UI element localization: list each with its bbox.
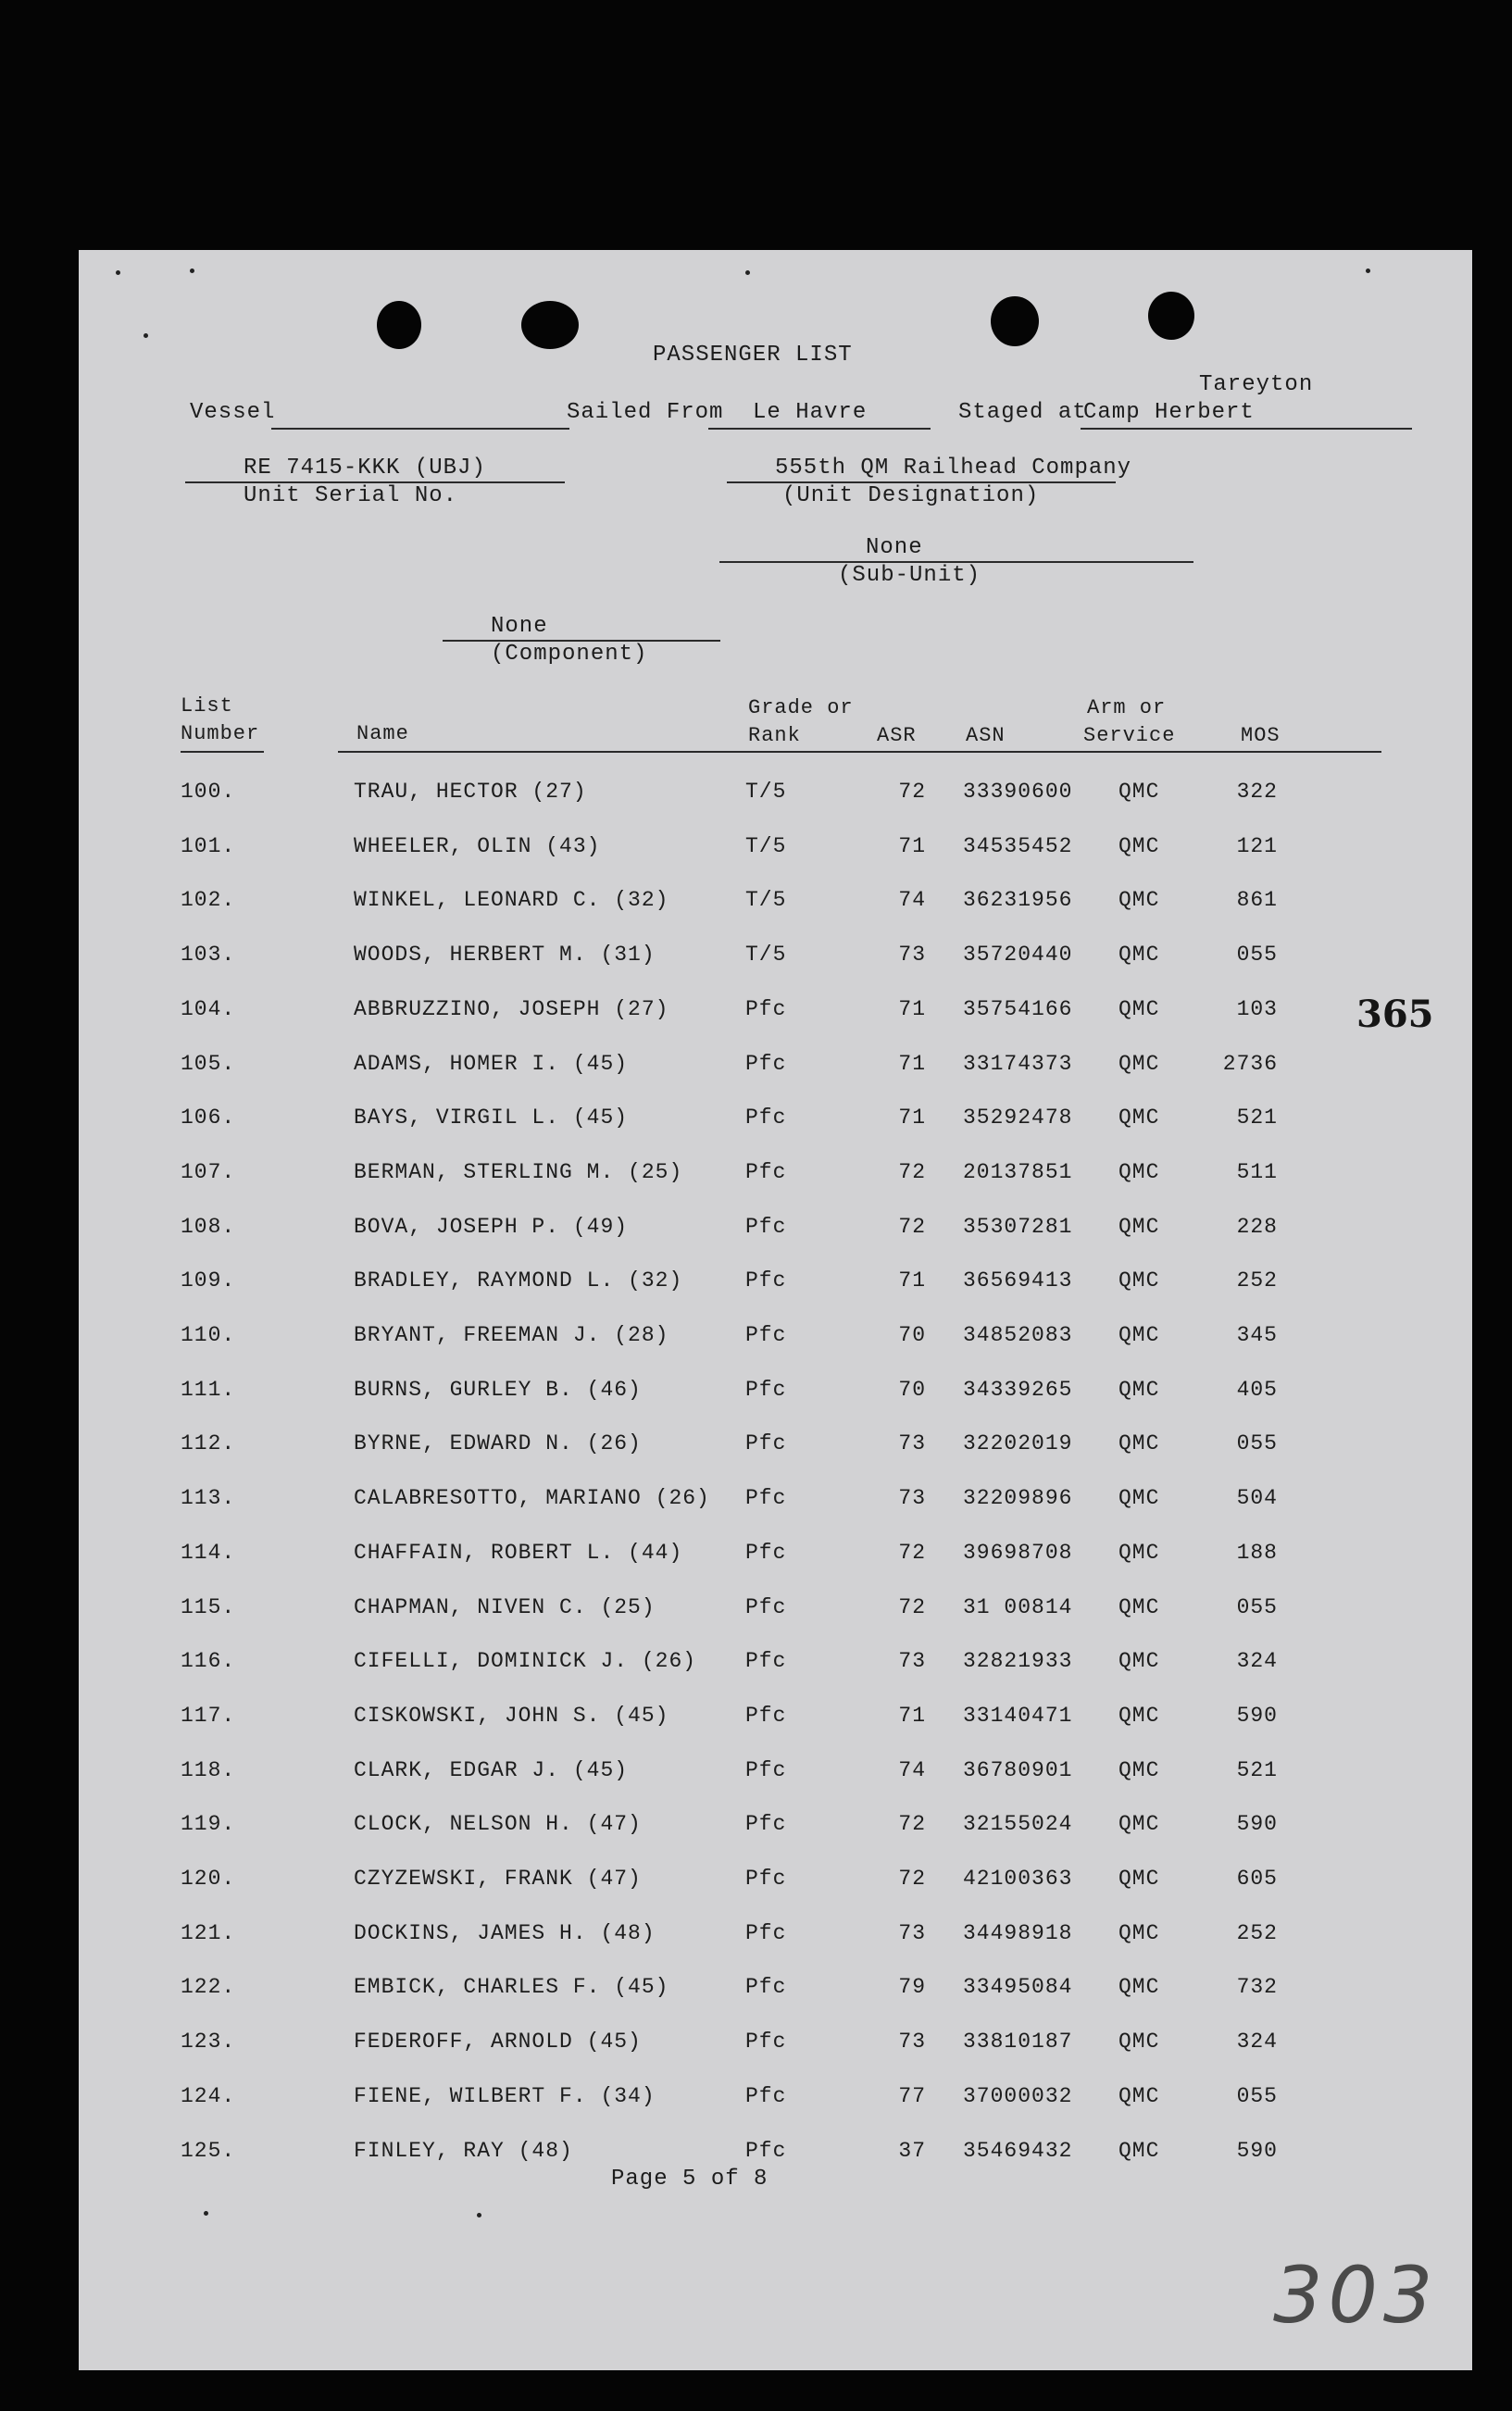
- col-asn: ASN: [966, 724, 1006, 747]
- table-row: [79, 1867, 1472, 1920]
- table-row: [79, 2030, 1472, 2083]
- cell-arm: QMC: [1118, 2138, 1160, 2163]
- cell-mos: 590: [1236, 1812, 1278, 1837]
- cell-arm: QMC: [1118, 888, 1160, 913]
- cell-name: WINKEL, LEONARD C. (32): [354, 888, 669, 913]
- cell-arm: QMC: [1118, 833, 1160, 858]
- cell-asn: 33390600: [963, 780, 1073, 804]
- table-row: [79, 2084, 1472, 2138]
- dust-speck: [190, 269, 194, 273]
- table-row: [79, 1758, 1472, 1812]
- cell-asn: 32821933: [963, 1649, 1073, 1674]
- cell-arm: QMC: [1118, 1106, 1160, 1131]
- cell-mos: 405: [1236, 1377, 1278, 1402]
- cell-num: 104.: [181, 996, 236, 1021]
- cell-asr: 71: [898, 1268, 926, 1293]
- cell-asn: 34535452: [963, 833, 1073, 858]
- cell-num: 119.: [181, 1812, 236, 1837]
- cell-asn: 36231956: [963, 888, 1073, 913]
- col-asr: ASR: [877, 724, 917, 747]
- cell-asn: 35720440: [963, 943, 1073, 968]
- cell-asr: 72: [898, 1159, 926, 1184]
- cell-asn: 32202019: [963, 1431, 1073, 1456]
- cell-asn: 35292478: [963, 1106, 1073, 1131]
- table-row: [79, 1595, 1472, 1649]
- cell-rank: Pfc: [745, 1051, 787, 1076]
- cell-rank: Pfc: [745, 1703, 787, 1728]
- cell-rank: Pfc: [745, 996, 787, 1021]
- cell-rank: Pfc: [745, 2030, 787, 2055]
- cell-rank: T/5: [745, 780, 787, 804]
- cell-rank: Pfc: [745, 1594, 787, 1619]
- cell-rank: Pfc: [745, 1757, 787, 1782]
- stamp-number: 365: [1356, 993, 1434, 1036]
- cell-num: 111.: [181, 1377, 236, 1402]
- cell-asn: 33140471: [963, 1703, 1073, 1728]
- cell-asr: 71: [898, 1051, 926, 1076]
- cell-mos: 521: [1236, 1757, 1278, 1782]
- unit-designation-label: (Unit Designation): [782, 483, 1040, 508]
- cell-name: CHAPMAN, NIVEN C. (25): [354, 1594, 656, 1619]
- cell-asr: 73: [898, 1431, 926, 1456]
- cell-name: BAYS, VIRGIL L. (45): [354, 1106, 629, 1131]
- cell-mos: 228: [1236, 1214, 1278, 1239]
- cell-mos: 324: [1236, 1649, 1278, 1674]
- cell-asn: 20137851: [963, 1159, 1073, 1184]
- table-row: [79, 1649, 1472, 1703]
- cell-name: FINLEY, RAY (48): [354, 2138, 573, 2163]
- col-mos: MOS: [1241, 724, 1281, 747]
- cell-mos: 605: [1236, 1867, 1278, 1891]
- staged-at-extra: Tareyton: [1199, 372, 1314, 397]
- cell-rank: Pfc: [745, 1812, 787, 1837]
- col-grade: Grade or Rank: [748, 696, 854, 747]
- cell-name: BERMAN, STERLING M. (25): [354, 1159, 683, 1184]
- cell-mos: 103: [1236, 996, 1278, 1021]
- cell-arm: QMC: [1118, 1975, 1160, 2000]
- cell-rank: T/5: [745, 943, 787, 968]
- cell-rank: Pfc: [745, 1323, 787, 1347]
- cell-asr: 73: [898, 1649, 926, 1674]
- cell-mos: 345: [1236, 1323, 1278, 1347]
- dust-speck: [116, 270, 120, 275]
- cell-num: 125.: [181, 2138, 236, 2163]
- col-underline: [338, 751, 1381, 753]
- table-row: [79, 780, 1472, 833]
- cell-mos: 521: [1236, 1106, 1278, 1131]
- cell-asn: 37000032: [963, 2083, 1073, 2108]
- cell-mos: 861: [1236, 888, 1278, 913]
- cell-asr: 73: [898, 1486, 926, 1511]
- table-row: [79, 1486, 1472, 1540]
- cell-asr: 72: [898, 1867, 926, 1891]
- cell-rank: Pfc: [745, 1975, 787, 2000]
- cell-mos: 322: [1236, 780, 1278, 804]
- handwritten-number: 303: [1273, 2250, 1439, 2341]
- cell-num: 106.: [181, 1106, 236, 1131]
- cell-asn: 33174373: [963, 1051, 1073, 1076]
- cell-mos: 055: [1236, 1594, 1278, 1619]
- cell-mos: 252: [1236, 1268, 1278, 1293]
- cell-name: CLARK, EDGAR J. (45): [354, 1757, 629, 1782]
- cell-asn: 42100363: [963, 1867, 1073, 1891]
- cell-arm: QMC: [1118, 943, 1160, 968]
- cell-asn: 32155024: [963, 1812, 1073, 1837]
- cell-mos: 324: [1236, 2030, 1278, 2055]
- page-title: PASSENGER LIST: [653, 343, 853, 368]
- page-indicator: Page 5 of 8: [611, 2167, 768, 2192]
- cell-arm: QMC: [1118, 1486, 1160, 1511]
- cell-arm: QMC: [1118, 1268, 1160, 1293]
- cell-asn: 36569413: [963, 1268, 1073, 1293]
- cell-num: 109.: [181, 1268, 236, 1293]
- table-row: [79, 997, 1472, 1051]
- cell-asr: 70: [898, 1323, 926, 1347]
- table-row: [79, 1052, 1472, 1106]
- dust-speck: [1366, 269, 1370, 273]
- cell-num: 105.: [181, 1051, 236, 1076]
- cell-asr: 73: [898, 943, 926, 968]
- cell-asr: 79: [898, 1975, 926, 2000]
- table-row: [79, 1106, 1472, 1159]
- cell-asr: 72: [898, 1540, 926, 1565]
- cell-mos: 590: [1236, 2138, 1278, 2163]
- cell-num: 100.: [181, 780, 236, 804]
- cell-num: 123.: [181, 2030, 236, 2055]
- dust-speck: [204, 2211, 208, 2216]
- dust-speck: [477, 2213, 481, 2217]
- unit-designation-value: 555th QM Railhead Company: [775, 456, 1132, 481]
- cell-rank: Pfc: [745, 1106, 787, 1131]
- cell-asr: 72: [898, 1812, 926, 1837]
- cell-rank: Pfc: [745, 2138, 787, 2163]
- cell-num: 118.: [181, 1757, 236, 1782]
- cell-arm: QMC: [1118, 1757, 1160, 1782]
- cell-asn: 33810187: [963, 2030, 1073, 2055]
- cell-num: 115.: [181, 1594, 236, 1619]
- cell-name: FIENE, WILBERT F. (34): [354, 2083, 656, 2108]
- component-value: None: [491, 614, 548, 639]
- cell-mos: 121: [1236, 833, 1278, 858]
- table-row: [79, 2139, 1472, 2192]
- cell-arm: QMC: [1118, 996, 1160, 1021]
- staged-at-value: Camp Herbert: [1083, 400, 1255, 425]
- col-list-number: List Number: [181, 694, 260, 745]
- table-row: [79, 1323, 1472, 1377]
- cell-mos: 055: [1236, 943, 1278, 968]
- cell-name: WHEELER, OLIN (43): [354, 833, 601, 858]
- cell-rank: Pfc: [745, 1920, 787, 1945]
- table-row: [79, 1378, 1472, 1431]
- cell-asr: 71: [898, 1703, 926, 1728]
- cell-name: BYRNE, EDWARD N. (26): [354, 1431, 642, 1456]
- cell-rank: Pfc: [745, 1649, 787, 1674]
- table-row: [79, 1975, 1472, 2029]
- cell-asn: 34498918: [963, 1920, 1073, 1945]
- cell-num: 124.: [181, 2083, 236, 2108]
- punch-hole: [521, 301, 579, 349]
- table-row: [79, 1541, 1472, 1594]
- table-row: [79, 888, 1472, 942]
- cell-num: 120.: [181, 1867, 236, 1891]
- table-row: [79, 943, 1472, 996]
- cell-name: ADAMS, HOMER I. (45): [354, 1051, 629, 1076]
- table-row: [79, 1268, 1472, 1322]
- cell-asr: 72: [898, 1594, 926, 1619]
- table-row: [79, 1812, 1472, 1866]
- cell-asr: 77: [898, 2083, 926, 2108]
- sailed-from-underline: [708, 428, 931, 430]
- cell-asr: 72: [898, 780, 926, 804]
- cell-name: CHAFFAIN, ROBERT L. (44): [354, 1540, 683, 1565]
- cell-mos: 055: [1236, 2083, 1278, 2108]
- col-name: Name: [356, 722, 409, 745]
- cell-name: FEDEROFF, ARNOLD (45): [354, 2030, 642, 2055]
- sailed-from-label: Sailed From: [567, 400, 724, 425]
- cell-asn: 39698708: [963, 1540, 1073, 1565]
- cell-arm: QMC: [1118, 1214, 1160, 1239]
- cell-rank: T/5: [745, 833, 787, 858]
- cell-name: CZYZEWSKI, FRANK (47): [354, 1867, 642, 1891]
- cell-num: 108.: [181, 1214, 236, 1239]
- cell-asn: 33495084: [963, 1975, 1073, 2000]
- cell-num: 114.: [181, 1540, 236, 1565]
- cell-arm: QMC: [1118, 1540, 1160, 1565]
- cell-num: 117.: [181, 1703, 236, 1728]
- table-row: [79, 834, 1472, 888]
- punch-hole: [991, 296, 1039, 346]
- cell-rank: Pfc: [745, 1268, 787, 1293]
- cell-num: 121.: [181, 1920, 236, 1945]
- cell-asr: 74: [898, 888, 926, 913]
- table-row: [79, 1431, 1472, 1485]
- cell-arm: QMC: [1118, 1920, 1160, 1945]
- cell-rank: Pfc: [745, 1431, 787, 1456]
- cell-arm: QMC: [1118, 1812, 1160, 1837]
- cell-name: BRYANT, FREEMAN J. (28): [354, 1323, 669, 1347]
- component-label: (Component): [491, 642, 648, 667]
- cell-asr: 71: [898, 996, 926, 1021]
- cell-num: 116.: [181, 1649, 236, 1674]
- cell-name: DOCKINS, JAMES H. (48): [354, 1920, 656, 1945]
- cell-asn: 34339265: [963, 1377, 1073, 1402]
- punch-hole: [377, 301, 421, 349]
- cell-arm: QMC: [1118, 1051, 1160, 1076]
- cell-asr: 37: [898, 2138, 926, 2163]
- cell-asr: 73: [898, 1920, 926, 1945]
- cell-rank: Pfc: [745, 1159, 787, 1184]
- cell-mos: 2736: [1222, 1051, 1278, 1076]
- cell-asn: 35307281: [963, 1214, 1073, 1239]
- cell-arm: QMC: [1118, 1649, 1160, 1674]
- cell-num: 102.: [181, 888, 236, 913]
- cell-name: BRADLEY, RAYMOND L. (32): [354, 1268, 683, 1293]
- cell-arm: QMC: [1118, 1703, 1160, 1728]
- cell-name: ABBRUZZINO, JOSEPH (27): [354, 996, 669, 1021]
- cell-arm: QMC: [1118, 1159, 1160, 1184]
- cell-name: TRAU, HECTOR (27): [354, 780, 587, 804]
- unit-serial-label: Unit Serial No.: [244, 483, 458, 508]
- sailed-from-value: Le Havre: [753, 400, 868, 425]
- vessel-label: Vessel: [190, 400, 276, 425]
- cell-asr: 73: [898, 2030, 926, 2055]
- dust-speck: [745, 270, 750, 275]
- cell-name: BURNS, GURLEY B. (46): [354, 1377, 642, 1402]
- cell-asr: 71: [898, 1106, 926, 1131]
- cell-asr: 71: [898, 833, 926, 858]
- table-row: [79, 1704, 1472, 1757]
- cell-asn: 34852083: [963, 1323, 1073, 1347]
- cell-mos: 252: [1236, 1920, 1278, 1945]
- cell-name: CALABRESOTTO, MARIANO (26): [354, 1486, 710, 1511]
- cell-arm: QMC: [1118, 2083, 1160, 2108]
- cell-num: 112.: [181, 1431, 236, 1456]
- cell-asn: 35469432: [963, 2138, 1073, 2163]
- punch-hole: [1148, 292, 1194, 340]
- cell-num: 107.: [181, 1159, 236, 1184]
- cell-name: EMBICK, CHARLES F. (45): [354, 1975, 669, 2000]
- cell-asr: 72: [898, 1214, 926, 1239]
- cell-num: 110.: [181, 1323, 236, 1347]
- cell-asr: 70: [898, 1377, 926, 1402]
- cell-asn: 31 00814: [963, 1594, 1073, 1619]
- staged-at-label: Staged at: [958, 400, 1087, 425]
- cell-rank: Pfc: [745, 1214, 787, 1239]
- cell-rank: Pfc: [745, 1867, 787, 1891]
- cell-arm: QMC: [1118, 1323, 1160, 1347]
- cell-arm: QMC: [1118, 1594, 1160, 1619]
- table-row: [79, 1921, 1472, 1975]
- cell-mos: 504: [1236, 1486, 1278, 1511]
- cell-arm: QMC: [1118, 780, 1160, 804]
- sub-unit-value: None: [866, 535, 923, 560]
- cell-rank: Pfc: [745, 1486, 787, 1511]
- cell-rank: Pfc: [745, 2083, 787, 2108]
- cell-num: 122.: [181, 1975, 236, 2000]
- cell-name: CIFELLI, DOMINICK J. (26): [354, 1649, 697, 1674]
- cell-rank: Pfc: [745, 1540, 787, 1565]
- cell-num: 101.: [181, 833, 236, 858]
- cell-arm: QMC: [1118, 1431, 1160, 1456]
- col-underline: [181, 751, 264, 753]
- cell-rank: T/5: [745, 888, 787, 913]
- vessel-underline: [271, 428, 569, 430]
- cell-arm: QMC: [1118, 1377, 1160, 1402]
- col-arm: Arm or Service: [1083, 696, 1176, 747]
- cell-rank: Pfc: [745, 1377, 787, 1402]
- cell-name: BOVA, JOSEPH P. (49): [354, 1214, 629, 1239]
- cell-asn: 32209896: [963, 1486, 1073, 1511]
- cell-mos: 590: [1236, 1703, 1278, 1728]
- cell-name: CISKOWSKI, JOHN S. (45): [354, 1703, 669, 1728]
- table-row: [79, 1160, 1472, 1214]
- cell-name: WOODS, HERBERT M. (31): [354, 943, 656, 968]
- cell-mos: 732: [1236, 1975, 1278, 2000]
- unit-serial-value: RE 7415-KKK (UBJ): [244, 456, 486, 481]
- cell-arm: QMC: [1118, 2030, 1160, 2055]
- cell-num: 113.: [181, 1486, 236, 1511]
- cell-name: CLOCK, NELSON H. (47): [354, 1812, 642, 1837]
- cell-num: 103.: [181, 943, 236, 968]
- cell-asn: 36780901: [963, 1757, 1073, 1782]
- cell-asn: 35754166: [963, 996, 1073, 1021]
- sub-unit-label: (Sub-Unit): [838, 563, 981, 588]
- cell-mos: 055: [1236, 1431, 1278, 1456]
- cell-mos: 511: [1236, 1159, 1278, 1184]
- table-row: [79, 1215, 1472, 1268]
- dust-speck: [144, 333, 148, 338]
- cell-arm: QMC: [1118, 1867, 1160, 1891]
- staged-at-underline: [1081, 428, 1412, 430]
- cell-mos: 188: [1236, 1540, 1278, 1565]
- cell-asr: 74: [898, 1757, 926, 1782]
- document-page: [79, 250, 1472, 2370]
